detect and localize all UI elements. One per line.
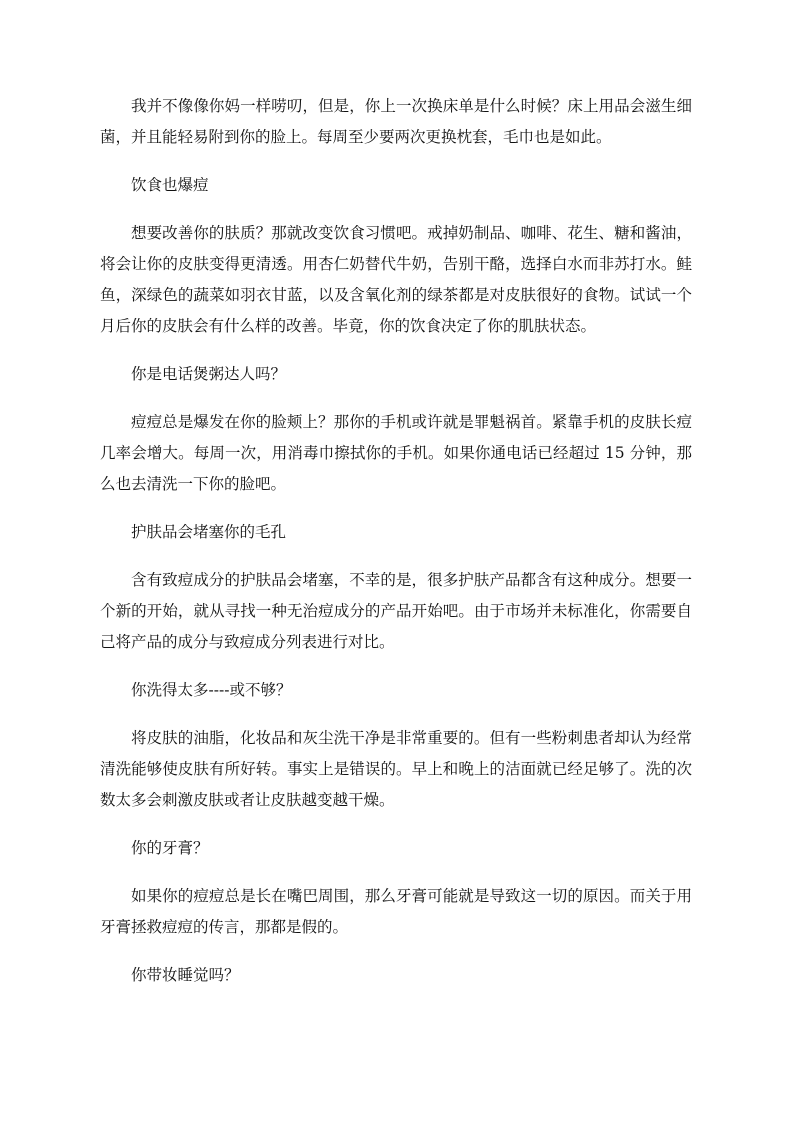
heading-diet: 饮食也爆痘 bbox=[131, 176, 209, 194]
paragraph-toothpaste: 如果你的痘痘总是长在嘴巴周围，那么牙膏可能就是导致这一切的原因。而关于用牙膏拯救痘痘的传言，那都是假的。 bbox=[100, 887, 692, 936]
heading-phone: 你是电话煲粥达人吗？ bbox=[131, 365, 287, 383]
heading-makeup-sleep: 你带妆睡觉吗？ bbox=[131, 966, 240, 984]
paragraph-washing: 将皮肤的油脂，化妆品和灰尘洗干净是非常重要的。但有一些粉刺患者却认为经常清洗能够使皮肤有所好转。事实上是错误的。早上和晚上的洁面就已经足够了。洗的次数太多会刺激皮肤或者让皮肤越变越干燥。 bbox=[100, 729, 692, 809]
paragraph-phone: 痘痘总是爆发在你的脸颊上？那你的手机或许就是罪魁祸首。紧靠手机的皮肤长痘几率会增大。每周一次，用消毒巾擦拭你的手机。如果你通电话已经超过 15 分钟，那么也去清洗一下你的脸吧。 bbox=[100, 413, 692, 493]
paragraph-diet: 想要改善你的肤质？那就改变饮食习惯吧。戒掉奶制品、咖啡、花生、糖和酱油，将会让你的皮肤变得更清透。用杏仁奶替代牛奶，告别干酪，选择白水而非苏打水。鲑鱼，深绿色的蔬菜如羽衣甘蓝，以及含氧化剂的绿茶都是对皮肤很好的食物。试试一个月后你的皮肤会有什么样的改善。毕竟，你的饮食决定了你的肌肤状态。 bbox=[100, 224, 692, 335]
heading-washing: 你洗得太多----或不够？ bbox=[131, 681, 292, 699]
paragraph-skincare: 含有致痘成分的护肤品会堵塞，不幸的是，很多护肤产品都含有这种成分。想要一个新的开始，就从寻找一种无治痘成分的产品开始吧。由于市场并未标准化，你需要自己将产品的成分与致痘成分列表进行对比。 bbox=[100, 571, 692, 651]
heading-skincare: 护肤品会堵塞你的毛孔 bbox=[131, 523, 287, 541]
document-body bbox=[100, 91, 692, 1008]
paragraph-bedding: 我并不像像你妈一样唠叨，但是，你上一次换床单是什么时候？床上用品会滋生细菌，并且能轻易附到你的脸上。每周至少要两次更换枕套，毛巾也是如此。 bbox=[100, 97, 692, 146]
heading-toothpaste: 你的牙膏？ bbox=[131, 839, 209, 857]
